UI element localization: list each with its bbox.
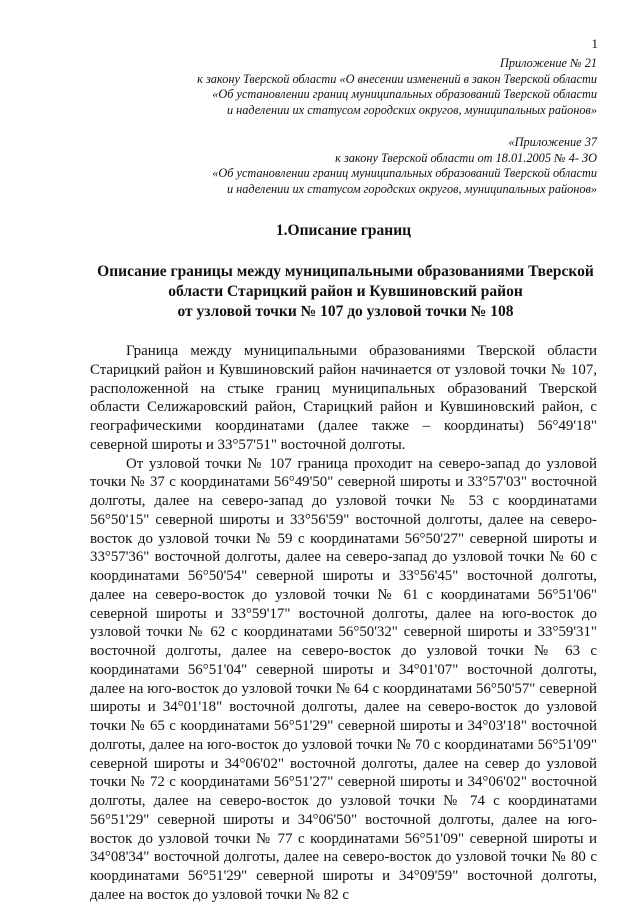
appendix-line: «Об установлении границ муниципальных образований Тверской области xyxy=(212,166,597,180)
appendix-line: к закону Тверской области от 18.01.2005 № 4- ЗО xyxy=(335,150,597,165)
appendix-line: «Приложение 37 xyxy=(508,135,597,149)
appendix-line: Приложение № 21 xyxy=(499,56,597,70)
boundary-heading xyxy=(90,262,597,322)
paragraph-start-point: Граница между муниципальными образованиями Тверской области Старицкий район и Кувшиновский район начинается от узловой точки № 107, расположенной на стыке границ муниципальных образований Тверской области Селижаровский район, Старицкий район и Кувшиновский район, с географическими координатами (далее также – координаты) 56°49'18" северной широты и 33°57'51" восточной долготы. xyxy=(90,343,597,453)
page-number: 1 xyxy=(591,36,598,51)
appendix-line: к закону Тверской области «О внесении изменений в закон Тверской области xyxy=(197,71,597,86)
heading-line: Описание границы между муниципальными образованиями Тверской xyxy=(97,263,594,280)
paragraph-route: От узловой точки № 107 граница проходит на северо-запад до узловой точки № 37 с координатами 56°49'50" северной широты и 33°57'03" восточной долготы, далее на северо-запад до узловой точки № 53 с координатами 56°50'15" северной широты и 33°56'59" восточной долготы, далее на северо-восток до узловой точки № 59 с координатами 56°50'27" северной широты и 33°57'36" восточной долготы, далее на северо-запад до узловой точки № 60 с координатами 56°50'54" северной широты и 33°56'45" восточной долготы, далее на северо-восток до узловой точки № 61 с координатами 56°51'06" северной широты и 33°59'17" восточной долготы, далее на юго-восток до узловой точки № 62 с координатами 56°50'32" северной широты и 33°59'31" восточной долготы, далее на северо-восток до узловой точки № 63 с координатами 56°51'04" северной широты и 34°01'07" восточной долготы, далее на юго-восток до узловой точки № 64 с координатами 56°50'57" северной широты и 34°01'18" восточной долготы, далее на северо-восток до узловой точки № 65 с координатами 56°51'29" северной широты и 34°03'18" восточной долготы, далее на юго-восток до узловой точки № 70 с координатами 56°51'09" северной широты и 34°06'02" восточной долготы, далее на север до узловой точки № 72 с координатами 56°51'27" северной широты и 34°06'02" восточной долготы, далее на северо-восток до узловой точки № 74 с координатами 56°51'29" северной широты и 34°06'50" восточной долготы, далее на юго-восток до узловой точки № 77 с координатами 56°51'09" северной широты и 34°08'34" восточной долготы, далее на северо-восток до узловой точки № 80 с координатами 56°51'29" северной широты и 34°09'59" восточной долготы, далее на восток до узловой точки № 82 с xyxy=(90,455,597,903)
appendix-block-21 xyxy=(90,0,597,118)
section-title: 1.Описание границ xyxy=(275,222,412,239)
appendix-line: и наделении их статусом городских округов, муниципальных районов» xyxy=(226,181,597,196)
heading-line: от узловой точки № 107 до узловой точки № 108 xyxy=(177,303,514,320)
heading-line: области Старицкий район и Кувшиновский район xyxy=(168,283,523,300)
appendix-block-37 xyxy=(90,135,597,197)
appendix-line: «Об установлении границ муниципальных образований Тверской области xyxy=(212,87,597,101)
boundary-description xyxy=(90,342,597,905)
appendix-line: и наделении их статусом городских округов, муниципальных районов» xyxy=(226,102,597,117)
